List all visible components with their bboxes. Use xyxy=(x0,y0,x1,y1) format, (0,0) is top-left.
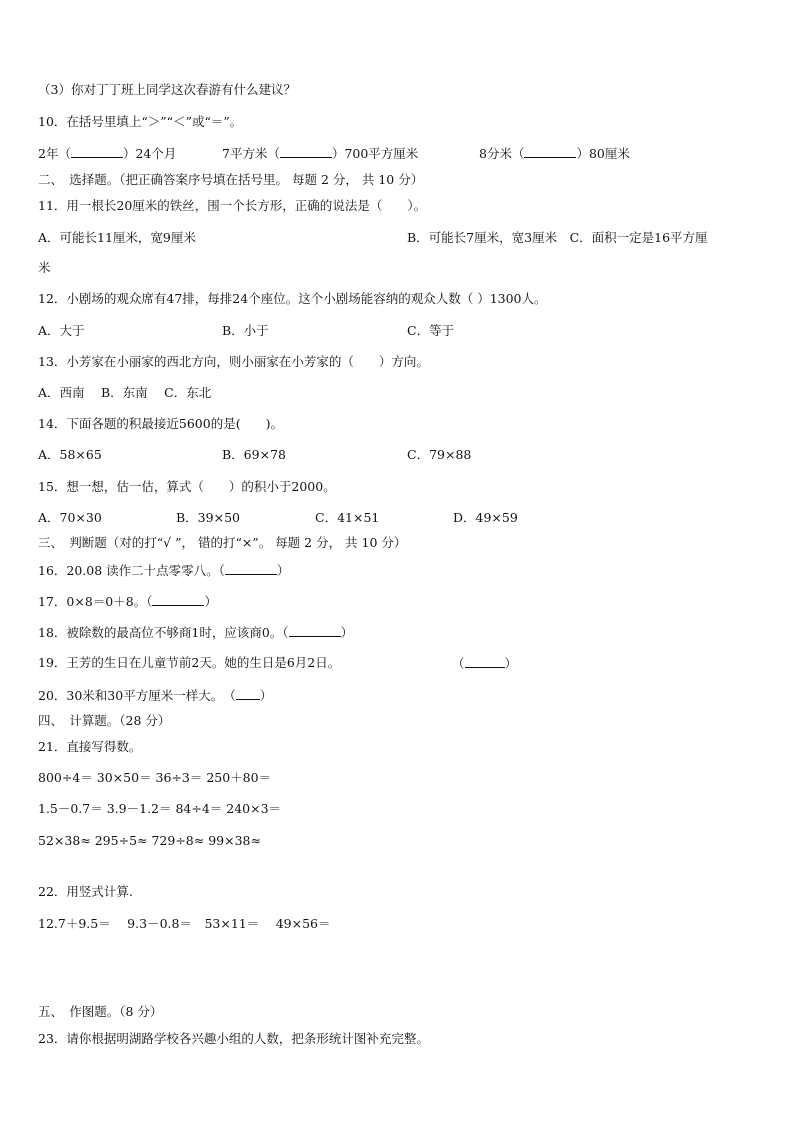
answer-blank[interactable] xyxy=(465,655,505,668)
q12-stem: 12．小剧场的观众席有47排，每排24个座位。这个小剧场能容纳的观众人数（ ）1300人。 xyxy=(38,291,547,306)
q14-option-a: A．58×65 xyxy=(38,447,102,462)
q12-option-c: C．等于 xyxy=(407,323,455,338)
q21-row-3: 52×38≈ 295÷5≈ 729÷8≈ 99×38≈ xyxy=(38,833,261,848)
q20: 20．30米和30平方厘米一样大。 （ ） xyxy=(38,688,273,703)
answer-blank[interactable] xyxy=(236,687,260,700)
q14-option-b: B．69×78 xyxy=(222,447,286,462)
answer-blank[interactable] xyxy=(280,145,332,158)
q9-sub3: （3）你对丁丁班上同学这次春游有什么建议？ xyxy=(38,82,296,97)
q21-row-1: 800÷4＝ 30×50＝ 36÷3＝ 250＋80＝ xyxy=(38,770,272,785)
q19-answer: （ ） xyxy=(452,656,518,671)
answer-blank[interactable] xyxy=(289,624,341,637)
q11-stem: 11．用一根长20厘米的铁丝，围一个长方形，正确的说法是（ ）。 xyxy=(38,198,427,213)
q11-option-bc: B．可能长7厘米，宽3厘米 C．面积一定是16平方厘 xyxy=(407,230,708,245)
answer-blank[interactable] xyxy=(524,145,576,158)
q22-stem: 22．用竖式计算. xyxy=(38,884,133,899)
section-4-heading: 四、 计算题。（28 分） xyxy=(38,713,171,728)
q15-option-c: C．41×51 xyxy=(315,510,380,525)
q19: 19．王芳的生日在儿童节前2天。她的生日是6月2日。 xyxy=(38,655,341,670)
q10-stem: 10．在括号里填上“＞”“＜”或“＝”。 xyxy=(38,114,243,129)
q10-item-3: 8分米（ ）80厘米 xyxy=(479,146,630,161)
q16: 16．20.08 读作二十点零零八。（ ） xyxy=(38,563,290,578)
answer-blank[interactable] xyxy=(225,562,277,575)
q15-option-d: D．49×59 xyxy=(453,510,518,525)
q10-item-1: 2年（ ）24个月 xyxy=(38,146,177,161)
q15-option-a: A．70×30 xyxy=(38,510,102,525)
q15-option-b: B．39×50 xyxy=(176,510,240,525)
q15-stem: 15．想一想，估一估，算式（ ）的积小于2000。 xyxy=(38,479,336,494)
q18: 18．被除数的最高位不够商1时，应该商0。（ ） xyxy=(38,625,354,640)
section-5-heading: 五、 作图题。（8 分） xyxy=(38,1004,163,1019)
section-2-heading: 二、 选择题。（把正确答案序号填在括号里。 每题 2 分， 共 10 分） xyxy=(38,172,424,187)
q12-option-b: B．小于 xyxy=(222,323,269,338)
q17: 17．0×8＝0＋8。（ ） xyxy=(38,594,217,609)
q13-options: A．西南 B．东南 C．东北 xyxy=(38,385,212,400)
q21-row-2: 1.5－0.7＝ 3.9－1.2＝ 84÷4＝ 240×3＝ xyxy=(38,801,282,816)
q10-item-2: 7平方米（ ）700平方厘米 xyxy=(222,146,419,161)
q11-option-c-wrap: 米 xyxy=(38,260,51,275)
q11-option-a: A．可能长11厘米，宽9厘米 xyxy=(38,230,196,245)
q14-stem: 14．下面各题的积最接近5600的是( )。 xyxy=(38,416,283,431)
q21-stem: 21．直接写得数。 xyxy=(38,739,142,754)
q13-stem: 13．小芳家在小丽家的西北方向，则小丽家在小芳家的（ ）方向。 xyxy=(38,354,429,369)
q23-stem: 23．请你根据明湖路学校各兴趣小组的人数，把条形统计图补充完整。 xyxy=(38,1031,429,1046)
q12-option-a: A．大于 xyxy=(38,323,85,338)
answer-blank[interactable] xyxy=(71,145,123,158)
q14-option-c: C．79×88 xyxy=(407,447,472,462)
q22-row: 12.7＋9.5＝ 9.3－0.8＝ 53×11＝ 49×56＝ xyxy=(38,916,331,931)
answer-blank[interactable] xyxy=(152,593,204,606)
section-3-heading: 三、 判断题（对的打“√ ”， 错的打“×”。 每题 2 分， 共 10 分） xyxy=(38,535,407,550)
